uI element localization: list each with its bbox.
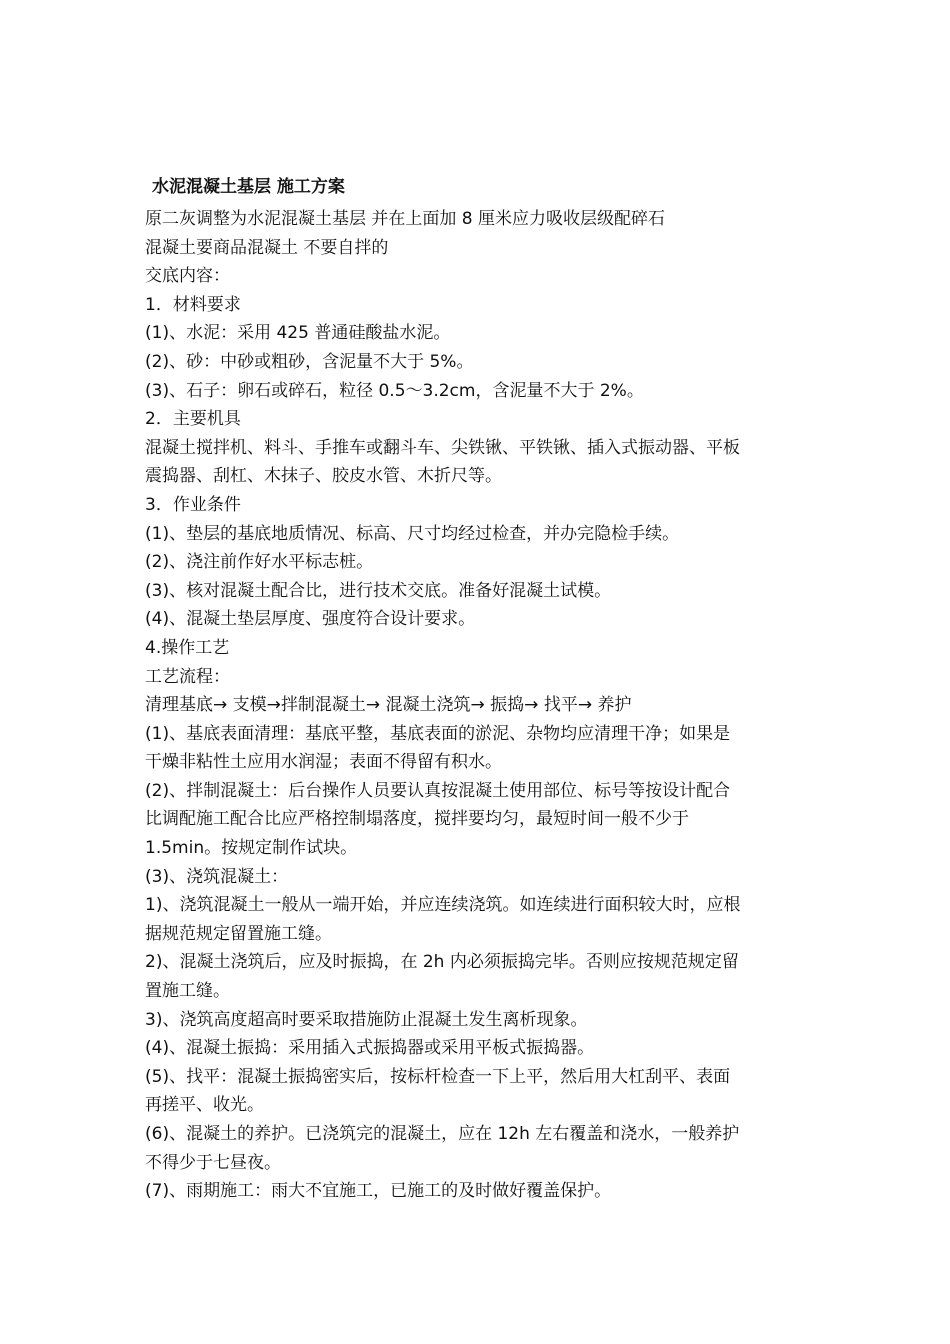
body-line: 工艺流程： [145, 666, 230, 687]
body-line: 混凝土要商品混凝土 不要自拌的 [145, 237, 389, 258]
body-line: (4)、混凝土振捣：采用插入式振捣器或采用平板式振捣器。 [145, 1038, 595, 1059]
document-body [145, 205, 815, 1206]
body-line: (4)、混凝土垫层厚度、强度符合设计要求。 [145, 609, 476, 630]
body-line: 置施工缝。 [145, 981, 230, 1002]
body-line: 混凝土搅拌机、料斗、手推车或翻斗车、尖铁锹、平铁锹、插入式振动器、平板 [145, 437, 740, 458]
body-line: (2)、砂：中砂或粗砂，含泥量不大于 5%。 [145, 351, 474, 372]
body-line: (3)、石子：卵石或碎石，粒径 0.5～3.2cm，含泥量不大于 2%。 [145, 380, 644, 401]
body-line: (1)、垫层的基底地质情况、标高、尺寸均经过检查，并办完隐检手续。 [145, 523, 680, 544]
body-line: (7)、雨期施工：雨大不宜施工，已施工的及时做好覆盖保护。 [145, 1181, 612, 1202]
body-line: (1)、基底表面清理：基底平整，基底表面的淤泥、杂物均应清理干净；如果是 [145, 723, 731, 744]
body-line: (2)、拌制混凝土：后台操作人员要认真按混凝土使用部位、标号等按设计配合 [145, 780, 731, 801]
body-line: 4.操作工艺 [145, 637, 230, 658]
body-line: (3)、浇筑混凝土： [145, 866, 289, 887]
body-line: (3)、核对混凝土配合比，进行技术交底。准备好混凝土试模。 [145, 580, 612, 601]
body-line: (6)、混凝土的养护。已浇筑完的混凝土，应在 12h 左右覆盖和浇水，一般养护 [145, 1124, 740, 1144]
document-title: 水泥混凝土基层 施工方案 [152, 177, 345, 197]
body-line: 原二灰调整为水泥混凝土基层 并在上面加 8 厘米应力吸收层级配碎石 [145, 209, 666, 229]
body-line: 交底内容： [145, 266, 230, 287]
body-line: 2)、混凝土浇筑后，应及时振捣，在 2h 内必须振捣完毕。否则应按规范规定留 [145, 952, 739, 973]
body-line: 震捣器、刮杠、木抹子、胶皮水管、木折尺等。 [145, 466, 502, 487]
body-line: 2．主要机具 [145, 409, 241, 430]
body-line: 1)、浇筑混凝土一般从一端开始，并应连续浇筑。如连续进行面积较大时，应根 [145, 895, 741, 916]
body-line: 据规范规定留置施工缝。 [145, 923, 332, 944]
body-line: (5)、找平：混凝土振捣密实后，按标杆检查一下上平，然后用大杠刮平、表面 [145, 1066, 731, 1087]
body-line: 3)、浇筑高度超高时要采取措施防止混凝土发生离析现象。 [145, 1009, 588, 1030]
body-line: 干燥非粘性土应用水润湿；表面不得留有积水。 [145, 752, 502, 773]
body-line: 清理基底→ 支模→拌制混凝土→ 混凝土浇筑→ 振捣→ 找平→ 养护 [145, 695, 632, 716]
body-line: 不得少于七昼夜。 [145, 1152, 281, 1173]
body-line: (2)、浇注前作好水平标志桩。 [145, 552, 374, 573]
body-line: 3．作业条件 [145, 494, 241, 515]
body-line: (1)、水泥：采用 425 普通硅酸盐水泥。 [145, 323, 451, 344]
body-line: 再搓平、收光。 [145, 1095, 264, 1116]
body-line: 比调配施工配合比应严格控制塌落度，搅拌要均匀，最短时间一般不少于 [145, 809, 689, 830]
body-line: 1．材料要求 [145, 294, 241, 315]
body-line: 1.5min。按规定制作试块。 [145, 838, 358, 859]
